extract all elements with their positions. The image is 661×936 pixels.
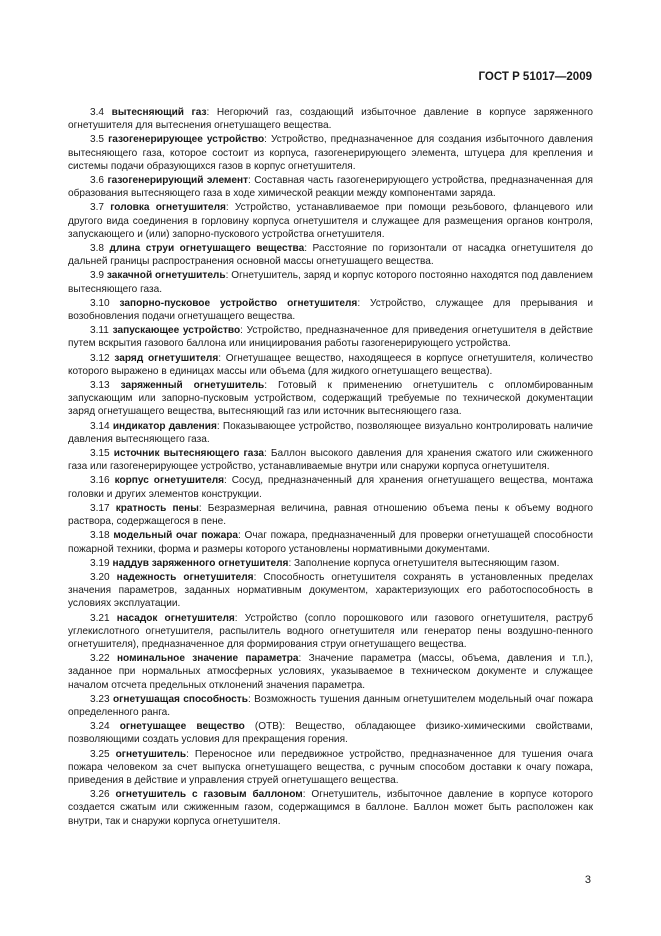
definition-text: : Возможность тушения данным огнетушителем модельный очаг пожара определенного ранга. (68, 693, 593, 718)
definition-term: источник вытесняющего газа (113, 448, 264, 460)
definition-number: 3.11 (90, 325, 109, 337)
definition-number: 3.7 (90, 202, 105, 214)
definition-term: запускающее устройство (112, 325, 241, 337)
definition-text: : Составная часть газогенерирующего устройства, предназначенная для образования вытесняющего газа в ходе химической реакции между компонентами заряда. (68, 175, 593, 200)
definition-text: : Устройство, устанавливаемое при помощи резьбового, фланцевого или другого вида соединения в горловину корпуса огнетушителя и служащее для размещения органов контроля, запускающего и (или) запорно-пускового устройства огнетушителя. (68, 202, 593, 240)
definition-3-7 (68, 201, 593, 241)
definition-3-18 (68, 529, 593, 555)
definition-term: насадок огнетушителя (116, 612, 235, 624)
definition-text: : Заполнение корпуса огнетушителя вытесняющим газом. (288, 557, 560, 569)
definition-text: : Баллон высокого давления для хранения сжатого или сжиженного газа или газогенерирующее устройство, устанавливаемые внутри или снаружи корпуса огнетушителя. (68, 448, 593, 473)
definition-3-10 (68, 297, 593, 323)
definition-term: головка огнетушителя (110, 202, 226, 214)
definition-number: 3.20 (90, 571, 110, 583)
definition-term: запорно-пусковое устройство огнетушителя (119, 297, 358, 309)
page-number: 3 (584, 874, 591, 886)
definition-3-26 (68, 788, 593, 828)
definition-number: 3.18 (90, 530, 110, 542)
definition-term: огнетушитель с газовым баллоном (115, 789, 303, 801)
document-header: ГОСТ Р 51017—2009 (478, 71, 592, 83)
definition-text: : Сосуд, предназначенный для хранения огнетушащего вещества, монтажа головки и других элементов конструкции. (68, 475, 593, 500)
definition-3-21 (68, 612, 593, 652)
definition-3-12 (68, 352, 593, 378)
definition-text: : Огнетушащее вещество, находящееся в корпусе огнетушителя, количество которого выражено в единицах массы или объема (для жидкого огнетушащего вещества). (68, 352, 593, 377)
definition-3-11 (68, 324, 593, 350)
definition-number: 3.23 (90, 693, 110, 705)
definition-3-23 (68, 693, 593, 719)
definition-3-14 (68, 420, 593, 446)
definition-term: индикатор давления (112, 420, 217, 432)
definition-3-19 (68, 557, 593, 570)
definition-text: : Устройство, служащее для прерывания и возобновления подачи огнетушащего вещества. (68, 297, 593, 323)
definition-number: 3.22 (90, 653, 110, 665)
definition-3-25 (68, 748, 593, 788)
definition-3-20 (68, 571, 593, 611)
definition-term: газогенерирующий элемент (107, 175, 249, 187)
definition-3-17 (68, 502, 593, 528)
definition-number: 3.19 (90, 557, 110, 569)
definition-number: 3.12 (90, 352, 110, 364)
definition-number: 3.5 (90, 134, 105, 146)
definition-number: 3.10 (90, 297, 110, 309)
definitions-list (68, 106, 593, 829)
definition-term: заряд огнетушителя (114, 352, 219, 364)
definition-number: 3.16 (90, 475, 110, 487)
definition-number: 3.24 (90, 721, 110, 733)
definition-text: : Огнетушитель, избыточное давление в корпусе которого создается сжатым или сжиженным газом, содержащимся в баллоне. Баллон может быть расположен как внутри, так и снаружи корпуса огнетушителя. (68, 789, 594, 827)
definition-text: : Очаг пожара, предназначенный для проверки огнетушащей способности пожарной техники, форма и размеры которого установлены нормативными документами. (68, 530, 593, 555)
definition-text: : Негорючий газ, создающий избыточное давление в корпусе заряженного огнетушителя для вытеснения огнетушащего вещества. (68, 107, 593, 132)
definition-term: модельный очаг пожара (113, 530, 239, 542)
definition-number: 3.9 (90, 270, 105, 282)
definition-term: огнетушитель (115, 748, 187, 760)
definition-number: 3.17 (90, 502, 110, 514)
definition-text: (ОТВ): Вещество, обладающее физико-химическими свойствами, позволяющими создать условия для прекращения горения. (68, 721, 593, 746)
definition-text: : Показывающее устройство, позволяющее визуально контролировать наличие давления вытесняющего газа. (68, 420, 593, 445)
definition-term: вытесняющий газ (111, 107, 207, 118)
definition-text: : Устройство, предназначенное для создания избыточного давления вытесняющего газа, которое состоит из корпуса, газогенерирующего элемента, штуцера для крепления и системы подачи образующихся газов в корпус огнетушителя. (68, 134, 594, 172)
definition-term: газогенерирующее устройство (108, 134, 265, 146)
definition-number: 3.6 (90, 175, 105, 187)
definition-3-8 (68, 242, 593, 268)
definition-text: : Способность огнетушителя сохранять в установленных пределах значения параметров, заданных нормативным документом, характеризующих его работоспособность в условиях эксплуатации. (68, 571, 594, 610)
definition-number: 3.8 (90, 243, 105, 255)
definition-term: наддув заряженного огнетушителя (112, 557, 289, 569)
definition-3-9 (68, 269, 593, 295)
definition-3-13 (68, 379, 593, 419)
definition-term: огнетушащее вещество (119, 721, 245, 733)
definition-3-24 (68, 720, 593, 746)
definition-number: 3.21 (90, 612, 110, 624)
definition-number: 3.25 (90, 748, 110, 760)
definition-number: 3.4 (90, 107, 105, 118)
definition-term: длина струи огнетушащего вещества (109, 243, 305, 255)
definition-number: 3.14 (90, 420, 110, 432)
definition-number: 3.15 (90, 448, 110, 460)
definition-text: : Устройство, предназначенное для приведения огнетушителя в действие путем вскрытия газового баллона или инициирования работы газогенерирующего устройства. (68, 325, 593, 350)
definition-term: заряженный огнетушитель (120, 380, 265, 392)
definition-number: 3.13 (90, 380, 110, 392)
definition-text: : Устройство (сопло порошкового или газового огнетушителя, раструб углекислотного огнетушителя, распылитель водного огнетушителя или генератор пены воздушно-пенного огнетушителя), предназначенное для формирования струи огнетушащего вещества. (68, 612, 593, 650)
definition-term: надежность огнетушителя (116, 571, 254, 583)
definition-term: огнетушащая способность (113, 693, 248, 705)
definition-text: : Готовый к применению огнетушитель с опломбированным запускающим или запорно-пусковым устройством, содержащий требуемые по технической документации заряд огнетушащего вещества, вытесняющий газ или источник вытесняющего газа. (68, 380, 594, 418)
definition-term: номинальное значение параметра (116, 653, 299, 665)
definition-term: закачной огнетушитель (106, 270, 226, 282)
definition-3-5 (68, 133, 593, 173)
definition-text: : Расстояние по горизонтали от насадка огнетушителя до дальней границы распространения основной массы огнетушащего вещества. (68, 243, 593, 268)
definition-number: 3.26 (90, 789, 110, 801)
definition-3-15 (68, 447, 593, 473)
definition-text: : Значение параметра (массы, объема, давления и т.п.), заданное при нормальных атмосферных условиях, указываемое в техническом документе и служащее началом отсчета предельных отклонений значения параметра. (68, 653, 593, 691)
definition-term: кратность пены (115, 502, 199, 514)
definition-3-4 (68, 106, 593, 132)
definition-3-6 (68, 174, 593, 200)
definition-text: : Безразмерная величина, равная отношению объема пены к объему водного раствора, содержащегося в пене. (68, 502, 593, 528)
definition-text: : Переносное или передвижное устройство, предназначенное для тушения очага пожара человеком за счет выпуска огнетушащего вещества, с ручным способом доставки к очагу пожара, приведения в действие и управления струей огнетушащего вещества. (68, 748, 594, 786)
definition-3-22 (68, 652, 593, 692)
definition-3-16 (68, 474, 593, 500)
definition-text: : Огнетушитель, заряд и корпус которого постоянно находятся под давлением вытесняющего газа. (68, 270, 594, 295)
definition-term: корпус огнетушителя (114, 475, 225, 487)
